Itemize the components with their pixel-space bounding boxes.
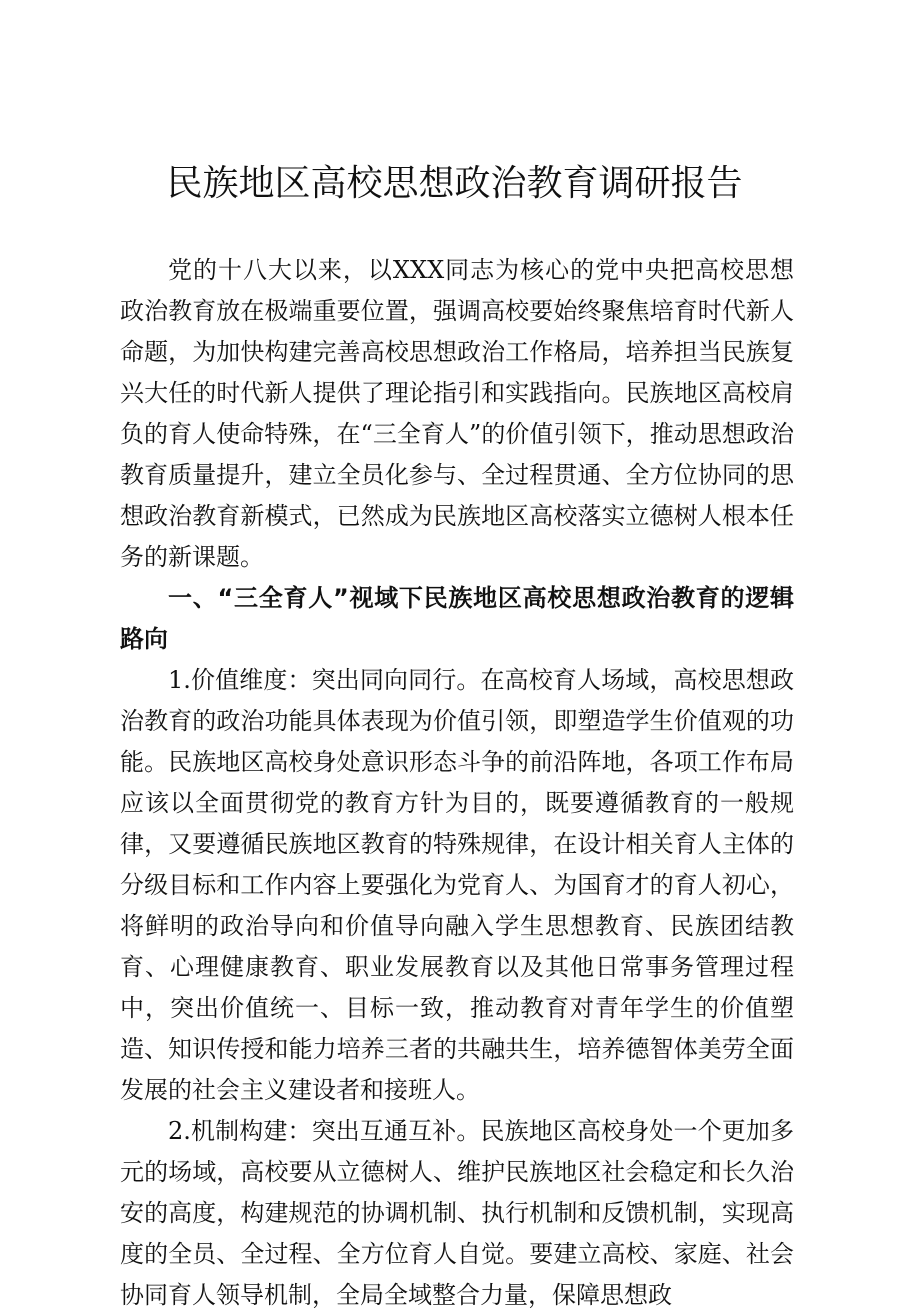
subsection-mechanism-construction: 2.机制构建：突出互通互补。民族地区高校身处一个更加多元的场域，高校要从立德树人、维护民族地区社会稳定和长久治安的高度，构建规范的协调机制、执行机制和反馈机制，实现高度的全员、全过程、全方位育人自觉。要建立高校、家庭、社会协同育人领导机制，全局全域整合力量，保障思想政 xyxy=(120,1117,794,1309)
subsection-value-dimension: 1.价值维度：突出同向同行。在高校育人场域，高校思想政治教育的政治功能具体表现为价值引领，即塑造学生价值观的功能。民族地区高校身处意识形态斗争的前沿阵地，各项工作布局应该以全面贯彻党的教育方针为目的，既要遵循教育的一般规律，又要遵循民族地区教育的特殊规律，在设计相关育人主体的分级目标和工作内容上要强化为党育人、为国育才的育人初心，将鲜明的政治导向和价值导向融入学生思想教育、民族团结教育、心理健康教育、职业发展教育以及其他日常事务管理过程中，突出价值统一、目标一致，推动教育对青年学生的价值塑造、知识传授和能力培养三者的共融共生，培养德智体美劳全面发展的社会主义建设者和接班人。 xyxy=(120,666,794,1104)
document-body xyxy=(120,250,794,1316)
intro-paragraph: 党的十八大以来，以XXX同志为核心的党中央把高校思想政治教育放在极端重要位置，强调高校要始终聚焦培育时代新人命题，为加快构建完善高校思想政治工作格局，培养担当民族复兴大任的时代新人提供了理论指引和实践指向。民族地区高校肩负的育人使命特殊，在“三全育人”的价值引领下，推动思想政治教育质量提升，建立全员化参与、全过程贯通、全方位协同的思想政治教育新模式，已然成为民族地区高校落实立德树人根本任务的新课题。 xyxy=(120,256,794,571)
document-title: 民族地区高校思想政治教育调研报告 xyxy=(166,163,743,204)
section-heading: 一、“三全育人”视域下民族地区高校思想政治教育的逻辑路向 xyxy=(120,584,794,653)
